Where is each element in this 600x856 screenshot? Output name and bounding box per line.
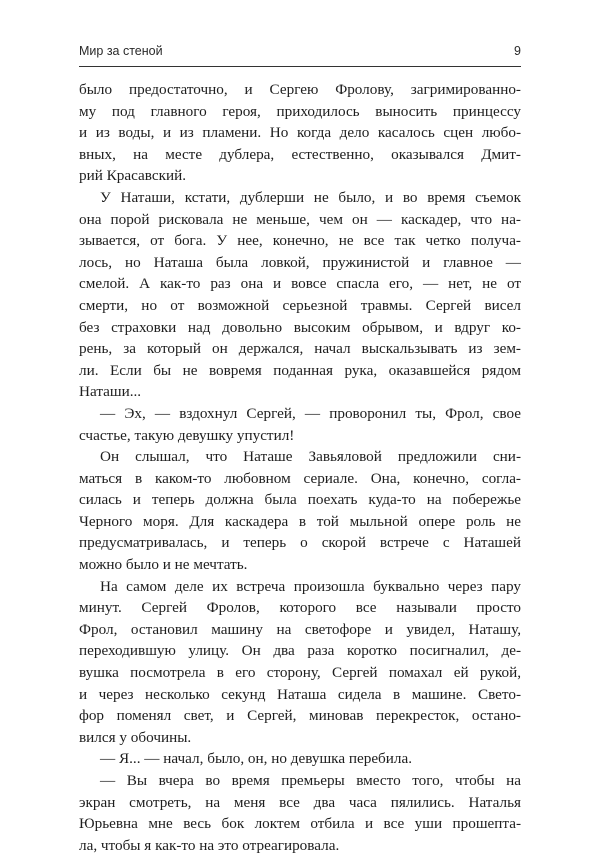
text-line: Юрьевна мне весь бок локтем отбила и все уши прошепта-: [79, 815, 521, 833]
text-line: фор поменял свет, и Сергей, миновав перекресток, остано-: [79, 707, 521, 725]
paragraph: [79, 79, 521, 187]
paragraph: [79, 446, 521, 576]
text-line: без страховки над довольно высоким обрывом, и вдруг ко-: [79, 318, 521, 336]
text-line: ли. Если бы не вовремя поданная рука, оказавшейся рядом: [79, 361, 521, 379]
text-line: и через несколько секунд Наташа сидела в машине. Свето-: [79, 685, 521, 703]
text-line: На самом деле их встреча произошла буквально через пару: [100, 577, 521, 595]
text-line: переходившую улицу. Он два раза коротко посигналил, де-: [79, 642, 521, 660]
header-rule: [79, 66, 521, 67]
text-line: вушка посмотрела в его сторону, Сергей помахал ей рукой,: [79, 664, 521, 682]
text-line: силась и теперь должна была поехать куда-то на побережье: [79, 491, 521, 509]
text-line: Фрол, остановил машину на светофоре и увидел, Наташу,: [79, 620, 521, 638]
text-line: было предостаточно, и Сергею Фролову, загримированно-: [79, 81, 521, 98]
text-line: минут. Сергей Фролов, которого все называли просто: [79, 599, 521, 617]
text-line: му под главного героя, приходилось выносить принцессу: [79, 102, 521, 120]
text-line: смерти, но от возможной серьезной травмы. Сергей висел: [79, 296, 521, 314]
text-line: маться в каком-то любовном сериале. Она, конечно, согла-: [79, 469, 521, 487]
text-line: лось, но Наташа была ловкой, пружинистой и главное —: [79, 253, 521, 271]
text-line: вился у обочины.: [79, 728, 192, 746]
text-line: Черного моря. Для каскадера в той мыльной опере роль не: [79, 512, 521, 530]
paragraph: [79, 770, 521, 856]
paragraph: [79, 576, 521, 749]
text-line: экран смотреть, на меня все два часа пялились. Наталья: [79, 793, 521, 811]
text-line: предусматривалась, и теперь о скорой встрече с Наташей: [79, 534, 521, 552]
text-line: и из воды, и из пламени. Но когда дело касалось сцен любо-: [79, 124, 521, 142]
text-line: зывается, от бога. У нее, конечно, не все так четко получа-: [79, 232, 521, 250]
page-number: 9: [514, 44, 521, 58]
text-line: вных, на месте дублера, естественно, оказывался Дмит-: [79, 145, 521, 163]
text-line: рий Красавский.: [79, 167, 187, 185]
running-title: Мир за стеной: [79, 44, 163, 58]
text-line: — Эх, — вздохнул Сергей, — проворонил ты, Фрол, свое: [100, 404, 521, 422]
paragraph: [79, 403, 521, 446]
body-text: [79, 79, 521, 856]
paragraph: [79, 748, 521, 770]
text-line: счастье, такую девушку упустил!: [79, 426, 295, 444]
running-header: [79, 44, 521, 62]
text-line: она порой рисковала не меньше, чем он — каскадер, что на-: [79, 210, 521, 228]
text-line: Он слышал, что Наташе Завьяловой предложили сни-: [100, 448, 521, 466]
text-line: Наташи...: [79, 383, 142, 401]
text-line: — Я... — начал, было, он, но девушка перебила.: [100, 750, 413, 768]
paragraph: [79, 187, 521, 403]
text-line: — Вы вчера во время премьеры вместо того, чтобы на: [100, 772, 521, 789]
text-line: ла, чтобы я как-то на это отреагировала.: [79, 836, 340, 854]
text-line: можно было и не мечтать.: [79, 556, 248, 574]
text-line: У Наташи, кстати, дублерши не было, и во время съемок: [100, 188, 521, 206]
text-line: рень, за который он держался, начал выскальзывать из зем-: [79, 340, 521, 358]
text-line: смелой. А как-то раз она и вовсе спасла его, — нет, не от: [79, 275, 521, 293]
